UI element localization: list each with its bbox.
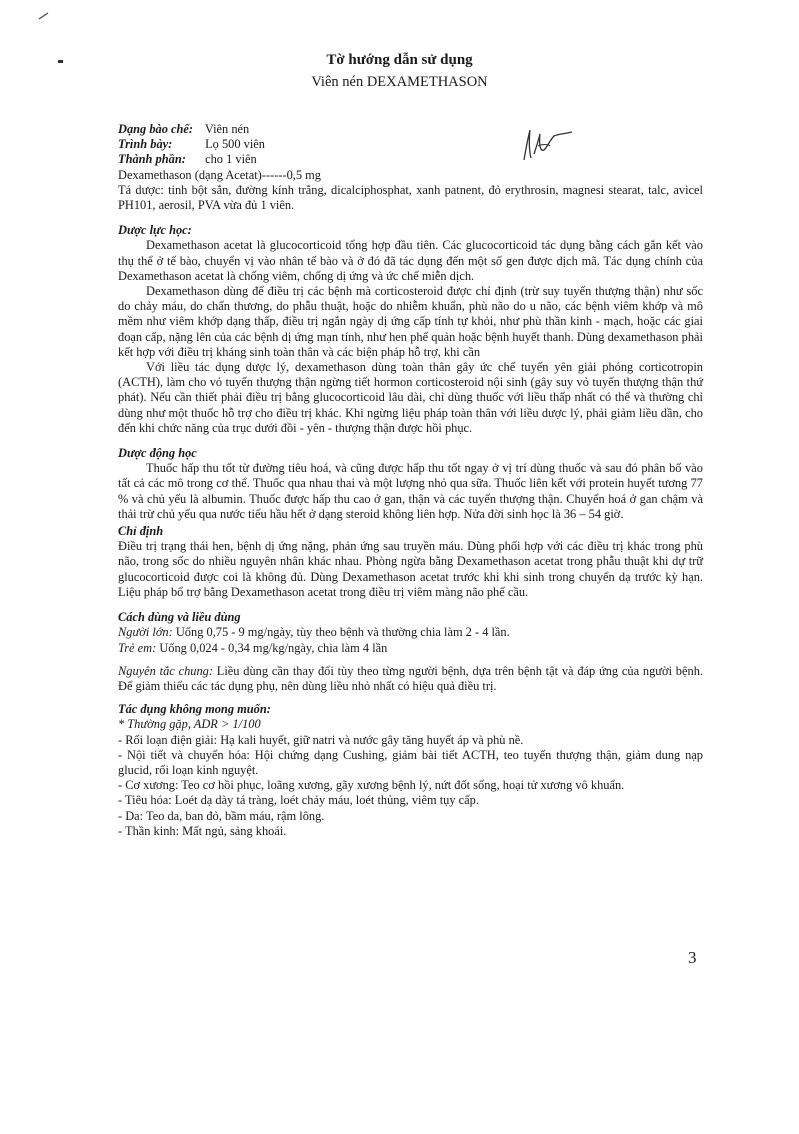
packaging-label: Trình bày: bbox=[118, 137, 173, 152]
dosage-form-row bbox=[118, 122, 703, 137]
pharmacokinetics-heading: Dược động học bbox=[118, 446, 197, 461]
composition-label: Thành phần: bbox=[118, 152, 186, 167]
side-effects-common: * Thường gặp, ADR > 1/100 bbox=[118, 717, 261, 732]
dosage-heading: Cách dùng và liều dùng bbox=[118, 610, 241, 625]
document-title: Tờ hướng dẫn sử dụng bbox=[326, 52, 473, 68]
composition-row bbox=[118, 152, 703, 167]
adult-label: Người lớn: bbox=[118, 625, 173, 640]
child-dosage bbox=[118, 641, 703, 656]
document-body bbox=[118, 122, 703, 839]
pharmacodynamics-paragraph: Dexamethason dùng để điều trị các bệnh mà corticosteroid được chỉ định (trừ suy tuyến thượng thận) như sốc do chảy máu, do chấn thương, do phẫu thuật, hoặc do nhiễm khuẩn, phù não do u não, các bệnh viêm khớp và mô mềm như viêm khớp dạng thấp, điều trị ngắn ngày dị ứng cấp tính tự khỏi, như phù thần kinh - mạch, hoặc các giai đoạn cấp, nặng lên của các bệnh dị ứng mạn tính, như hen phế quản hoặc bệnh huyết thanh. Dùng dexamethason phải kết hợp với điều trị kháng sinh toàn thân và các biện pháp hỗ trợ, khi cần bbox=[118, 284, 703, 359]
page-number: 3 bbox=[688, 948, 697, 967]
adult-dosage bbox=[118, 625, 703, 640]
active-ingredient: Dexamethason (dạng Acetat)------0,5 mg bbox=[118, 167, 321, 182]
indications-paragraph: Điều trị trạng thái hen, bệnh dị ứng nặng, phản ứng sau truyền máu. Dùng phối hợp với các điều trị khác trong phù não, trong sốc do nhiều nguyên nhân khác nhau. Phòng ngừa bằng Dexamethason acetat trong phẫu thuật khi dự trữ glucocorticoid được coi là không đủ. Dùng Dexamethason acetat trước khi khi sinh trong chuyển dạ trước kỳ hạn. Liệu pháp bổ trợ bằng Dexamethason acetat trong điều trị viêm màng não phế cầu. bbox=[118, 539, 703, 599]
excipients: Tá dược: tinh bột sắn, đường kính trắng, dicalciphosphat, xanh patnent, đỏ erythrosin, magnesi stearat, talc, avicel PH101, aerosil, PVA vừa đủ 1 viên. bbox=[118, 182, 703, 213]
adult-text: Uống 0,75 - 9 mg/ngày, tùy theo bệnh và thường chia làm 2 - 4 lần. bbox=[175, 625, 510, 640]
packaging-value: Lọ 500 viên bbox=[205, 137, 265, 152]
side-effect-item: - Tiêu hóa: Loét dạ dày tá tràng, loét chảy máu, loét thủng, viêm tụy cấp. bbox=[118, 793, 479, 808]
pharmacodynamics-paragraph: Với liều tác dụng dược lý, dexamethason dùng toàn thân gây ức chế tuyến yên giải phóng corticotropin (ACTH), làm cho vỏ tuyến thượng thận ngừng tiết hormon corticosteroid nội sinh (gây suy vỏ tuyến thượng thận thứ phát). Nếu cần thiết phải điều trị bằng glucocorticoid lâu dài, chỉ dùng thuốc với liều thấp nhất có thể và thường chỉ dùng như một thuốc hỗ trợ cho điều trị khác. Khi ngừng liệu pháp toàn thân với liều dược lý, phải giảm liều dần, cho đến khi chức năng của trục dưới đồi - yên - thượng thận được hồi phục. bbox=[118, 360, 703, 435]
general-principle bbox=[118, 664, 703, 694]
scan-mark bbox=[38, 10, 50, 22]
side-effect-item: - Rối loạn điện giải: Hạ kali huyết, giữ natri và nước gây tăng huyết áp và phù nề. bbox=[118, 732, 524, 747]
document-subtitle: Viên nén DEXAMETHASON bbox=[311, 74, 488, 90]
principle-text: Liều dùng cần thay đổi tùy theo từng người bệnh, dựa trên bệnh tật và đáp ứng của người bệnh. Để giảm thiểu các tác dụng phụ, nên dùng liều nhỏ nhất có hiệu quả điều trị. bbox=[118, 663, 703, 693]
packaging-row bbox=[118, 137, 703, 152]
indications-heading: Chỉ định bbox=[118, 524, 164, 539]
child-label: Trẻ em: bbox=[118, 640, 157, 655]
side-effects-heading: Tác dụng không mong muốn: bbox=[118, 702, 271, 717]
side-effect-item: - Nội tiết và chuyển hóa: Hội chứng dạng Cushing, giảm bài tiết ACTH, teo tuyến thượng thận, giảm dung nạp glucid, rối loạn kinh nguyệt. bbox=[118, 747, 703, 777]
pharmacokinetics-paragraph: Thuốc hấp thu tốt từ đường tiêu hoá, và cũng được hấp thu tốt ngay ở vị trí dùng thuốc và sau đó phân bố vào tất cả các mô trong cơ thể. Thuốc qua nhau thai và một lượng nhỏ qua sữa. Thuốc liên kết với protein huyết tương 77 % và chủ yếu là albumin. Thuốc được hấp thu cao ở gan, thận và các tuyến thượng thận. Chuyển hoá ở gan chậm và thải trừ chủ yếu qua nước tiểu hầu hết ở dạng steroid không liên hợp. Nửa đời sinh học là 36 – 54 giờ. bbox=[118, 461, 703, 521]
side-effect-item: - Cơ xương: Teo cơ hồi phục, loãng xương, gãy xương bệnh lý, nứt đốt sống, hoại tử xương vô khuẩn. bbox=[118, 778, 625, 793]
dosage-form-value: Viên nén bbox=[204, 122, 250, 136]
composition-value: cho 1 viên bbox=[205, 152, 257, 167]
dosage-form-label: Dạng bào chế: bbox=[118, 122, 194, 136]
pharmacodynamics-paragraph: Dexamethason acetat là glucocorticoid tổng hợp đầu tiên. Các glucocorticoid tác dụng bằng cách gắn kết vào thụ thể ở tế bào, chuyển vị vào nhân tế bào và ở đó đã tác dụng đến một số gen được dịch mã. Tác dụng chính của Dexamethason acetat là chống viêm, chống dị ứng và ức chế miễn dịch. bbox=[118, 238, 703, 283]
principle-label: Nguyên tắc chung: bbox=[118, 663, 213, 678]
child-text: Uống 0,024 - 0,34 mg/kg/ngày, chia làm 4 lần bbox=[159, 640, 388, 655]
side-effect-item: - Da: Teo da, ban đỏ, bầm máu, rậm lông. bbox=[118, 808, 325, 823]
pharmacodynamics-heading: Dược lực học: bbox=[118, 223, 192, 238]
side-effect-item: - Thần kinh: Mất ngủ, sảng khoái. bbox=[118, 823, 287, 838]
